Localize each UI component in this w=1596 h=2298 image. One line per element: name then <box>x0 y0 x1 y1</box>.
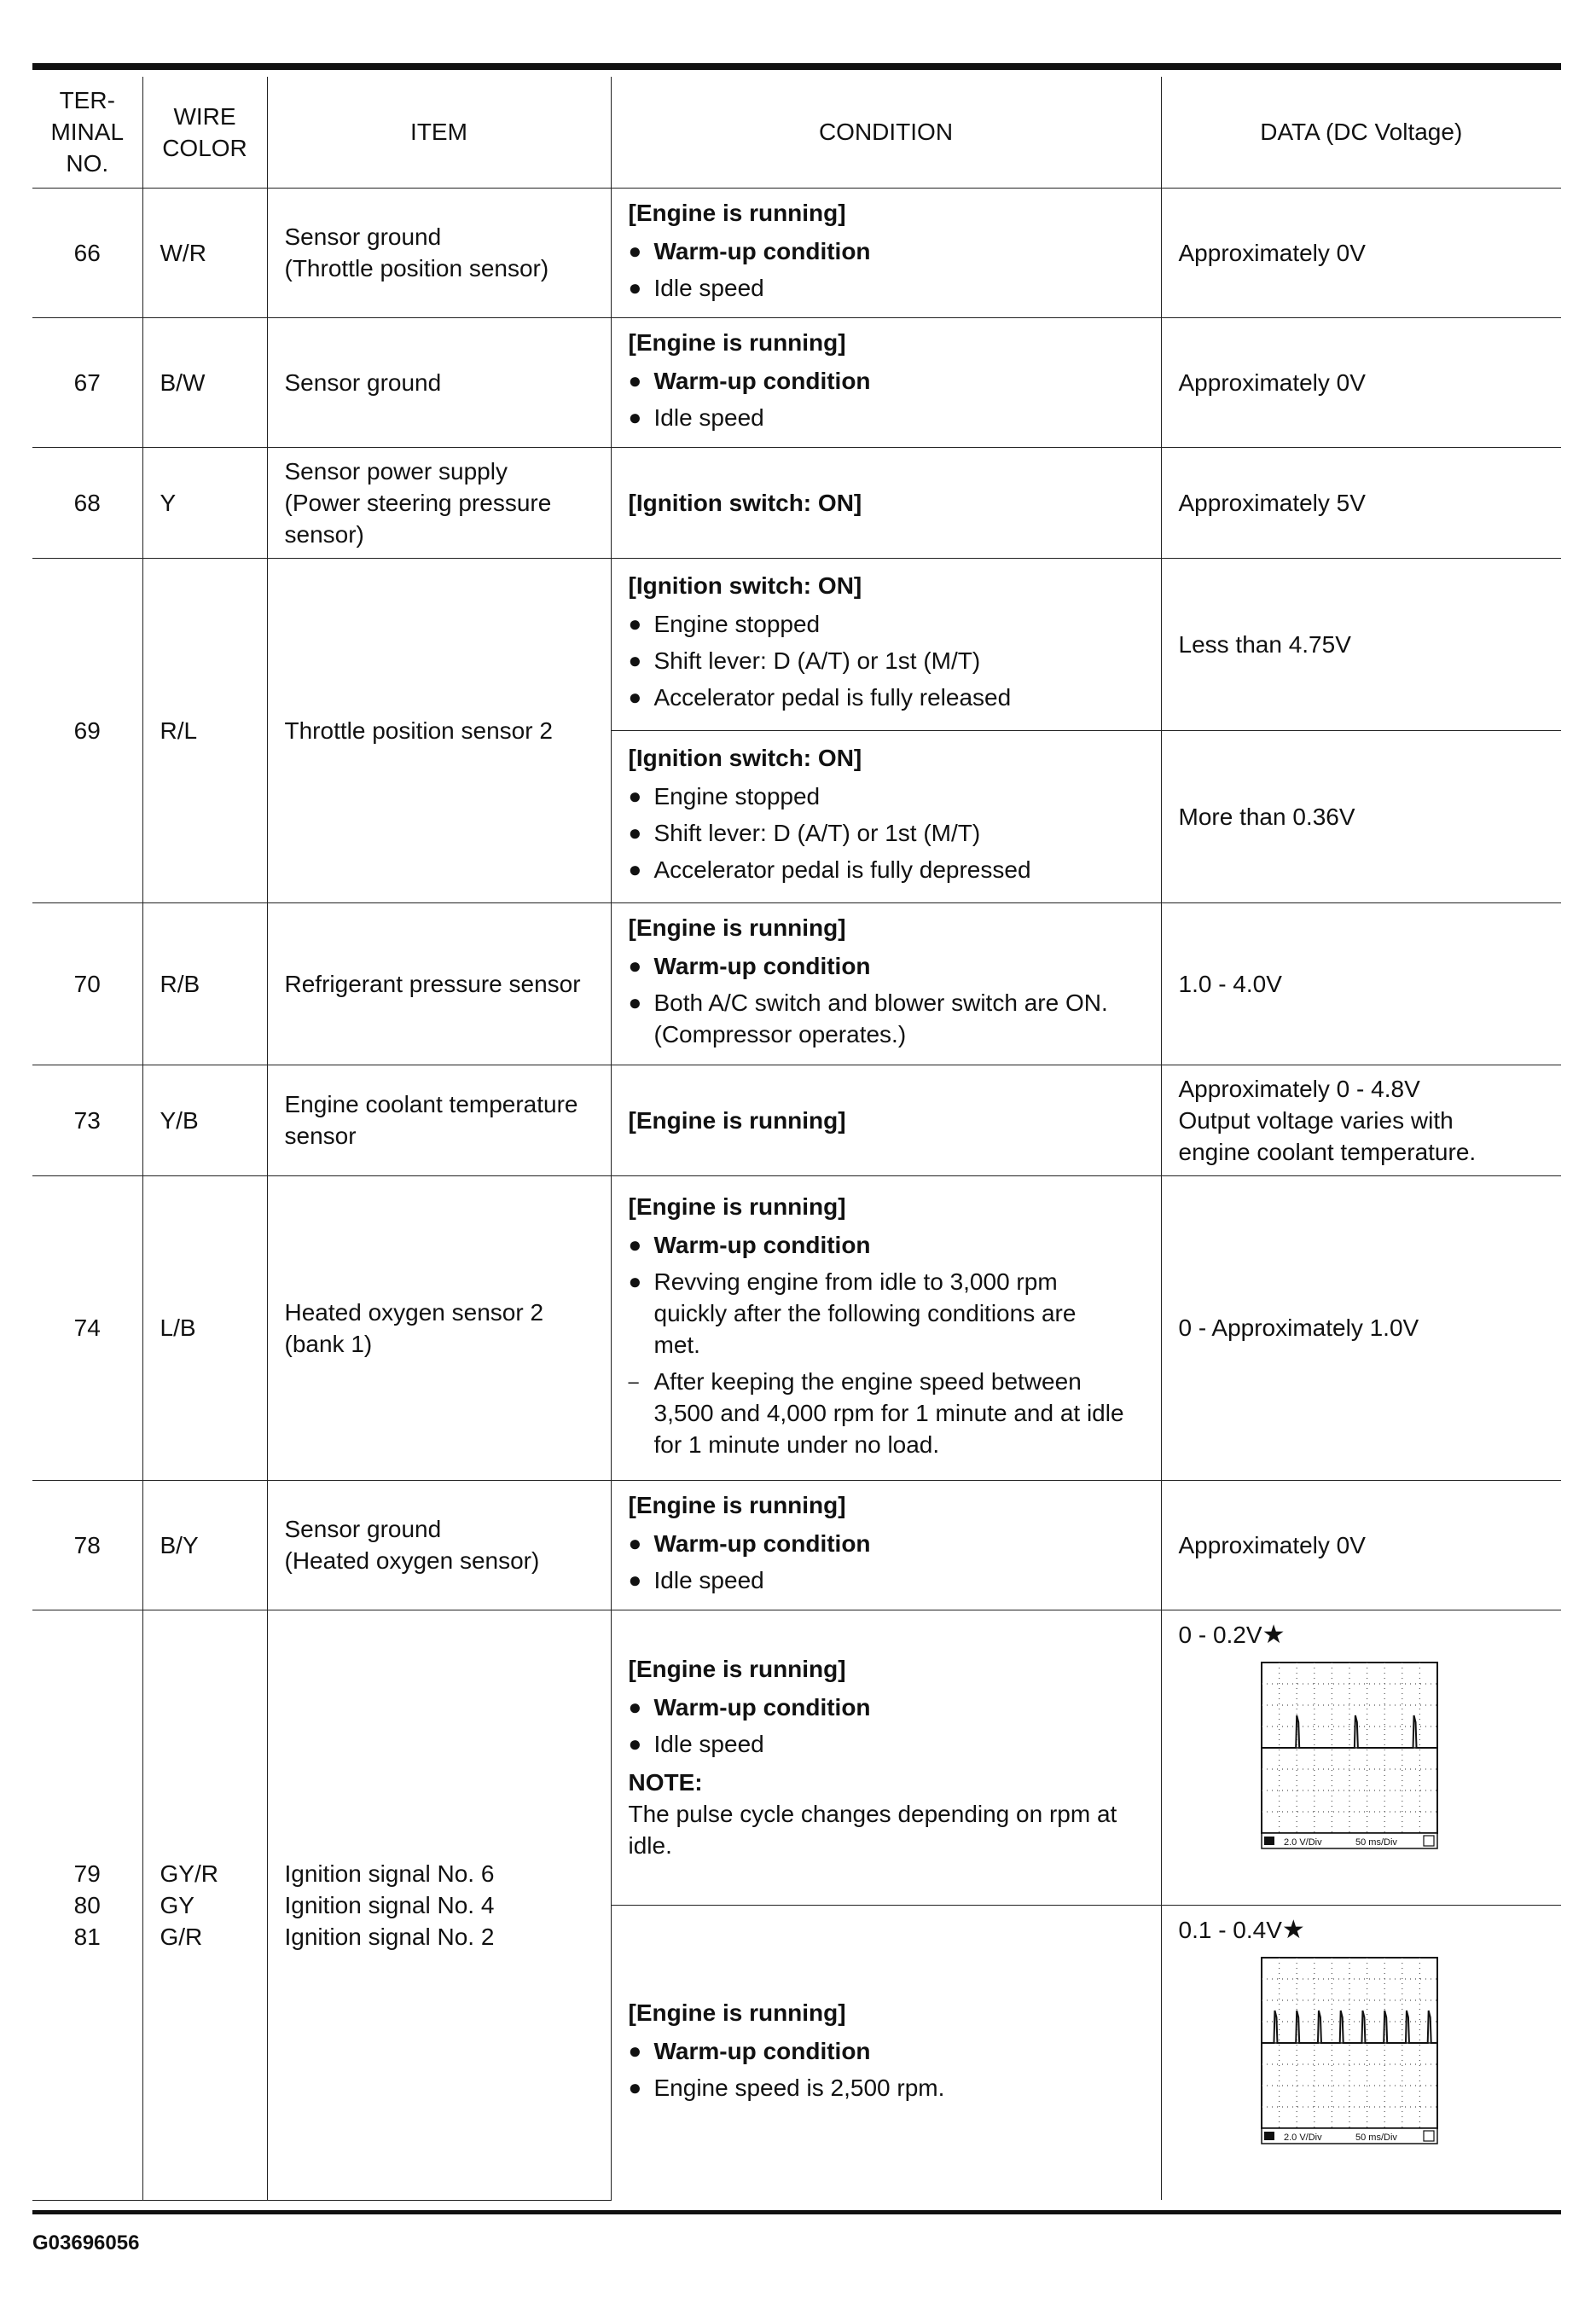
condition-item: Idle speed <box>653 1731 764 1757</box>
condition-heading: [Engine is running] <box>628 1656 846 1682</box>
figure-code: G03696056 <box>32 2231 140 2254</box>
bullet-icon: ● <box>628 1231 642 1257</box>
terminal-no: 67 <box>32 317 142 447</box>
condition <box>611 902 1161 1065</box>
table-row <box>32 1175 1561 1480</box>
condition <box>611 1175 1161 1480</box>
bullet-icon: ● <box>628 611 642 636</box>
oscilloscope-waveform-2500rpm <box>1260 1956 1439 2152</box>
condition-item: Warm-up condition <box>653 2037 871 2064</box>
data-value: 0.1 - 0.4V <box>1178 1916 1282 1943</box>
condition-item: Shift lever: D (A/T) or 1st (M/T) <box>653 820 981 846</box>
item: Throttle position sensor 2 <box>267 558 611 902</box>
condition-item: Warm-up condition <box>653 237 871 264</box>
condition <box>611 730 1161 902</box>
wire-color: L/B <box>142 1175 267 1480</box>
condition-item: Shift lever: D (A/T) or 1st (M/T) <box>653 647 981 674</box>
data-value: Approximately 0 - 4.8V Output voltage varies with engine coolant temperature. <box>1161 1065 1561 1175</box>
item: Refrigerant pressure sensor <box>267 902 611 1065</box>
bullet-icon: ● <box>628 684 642 710</box>
header-wire-color: WIRE COLOR <box>142 77 267 188</box>
terminal-no: 74 <box>32 1175 142 1480</box>
condition-heading: [Ignition switch: ON] <box>628 489 862 516</box>
bullet-icon: ● <box>628 1694 642 1720</box>
oscilloscope-waveform-idle <box>1260 1661 1439 1857</box>
table-row <box>32 902 1561 1065</box>
dash-icon: – <box>628 1370 639 1392</box>
wire-color: W/R <box>142 188 267 317</box>
data-value: Less than 4.75V <box>1161 558 1561 730</box>
table-row <box>32 558 1561 730</box>
item: Sensor ground (Throttle position sensor) <box>267 188 611 317</box>
condition-heading: [Engine is running] <box>628 1999 846 2026</box>
star-icon: ★ <box>1281 1915 1305 1944</box>
wire-color: Y/B <box>142 1065 267 1175</box>
bullet-icon: ● <box>628 1268 642 1294</box>
scope-volts-label: 2.0 V/Div <box>1283 2132 1322 2143</box>
item: Engine coolant temperature sensor <box>267 1065 611 1175</box>
condition-item: After keeping the engine speed between 3,500 and 4,000 rpm for 1 minute and at idle for 1 minute under no load. <box>653 1367 1124 1458</box>
header-terminal-no: TER- MINAL NO. <box>32 77 142 188</box>
wire-color: GY/R GY G/R <box>142 1610 267 2200</box>
bullet-icon: ● <box>628 647 642 673</box>
data-value-cell <box>1161 1610 1561 1905</box>
data-value: Approximately 0V <box>1161 188 1561 317</box>
condition-heading: [Engine is running] <box>628 914 846 941</box>
bullet-icon: ● <box>628 820 642 845</box>
condition-item: Warm-up condition <box>653 1529 871 1557</box>
condition <box>611 188 1161 317</box>
data-value: 0 - 0.2V <box>1178 1621 1262 1648</box>
condition <box>611 1480 1161 1610</box>
data-value: Approximately 5V <box>1161 447 1561 558</box>
terminal-no: 69 <box>32 558 142 902</box>
header-item: ITEM <box>267 77 611 188</box>
bullet-icon: ● <box>628 1731 642 1756</box>
star-icon: ★ <box>1262 1620 1286 1649</box>
bottom-rule <box>32 2210 1561 2214</box>
wire-color: B/W <box>142 317 267 447</box>
item: Sensor ground (Heated oxygen sensor) <box>267 1480 611 1610</box>
terminal-data-table <box>32 77 1561 2201</box>
scope-time-label: 50 ms/Div <box>1355 1837 1397 1848</box>
condition <box>611 447 1161 558</box>
header-data: DATA (DC Voltage) <box>1161 77 1561 188</box>
item: Ignition signal No. 6 Ignition signal No. 4 Ignition signal No. 2 <box>267 1610 611 2200</box>
condition-item: Idle speed <box>653 274 764 301</box>
terminal-no: 68 <box>32 447 142 558</box>
bullet-icon: ● <box>628 367 642 393</box>
bullet-icon: ● <box>628 2074 642 2100</box>
condition-heading: [Engine is running] <box>628 1106 846 1134</box>
condition-item: Accelerator pedal is fully depressed <box>653 856 1031 883</box>
header-condition: CONDITION <box>611 77 1161 188</box>
condition <box>611 1065 1161 1175</box>
top-rule <box>32 63 1561 70</box>
terminal-no: 73 <box>32 1065 142 1175</box>
terminal-no: 66 <box>32 188 142 317</box>
condition-heading: [Engine is running] <box>628 328 846 356</box>
data-value: More than 0.36V <box>1161 730 1561 902</box>
condition-item: Warm-up condition <box>653 1231 871 1258</box>
bullet-icon: ● <box>628 1566 642 1593</box>
condition-heading: [Engine is running] <box>628 1491 846 1518</box>
table-row <box>32 1480 1561 1610</box>
scope-time-label: 50 ms/Div <box>1355 2132 1397 2143</box>
condition-heading: [Engine is running] <box>628 1193 846 1220</box>
bullet-icon: ● <box>628 856 642 882</box>
condition-item: Accelerator pedal is fully released <box>653 684 1012 711</box>
bullet-icon: ● <box>628 403 642 430</box>
note-heading: NOTE: <box>628 1769 703 1796</box>
table-row <box>32 1065 1561 1175</box>
condition <box>611 558 1161 730</box>
bullet-icon: ● <box>628 237 642 264</box>
bullet-icon: ● <box>628 274 642 300</box>
condition-item: Warm-up condition <box>653 367 871 394</box>
item: Sensor ground <box>267 317 611 447</box>
condition-item: Both A/C switch and blower switch are ON. (Compressor operates.) <box>653 989 1108 1047</box>
data-value: 1.0 - 4.0V <box>1161 902 1561 1065</box>
item: Heated oxygen sensor 2 (bank 1) <box>267 1175 611 1480</box>
table-row <box>32 1610 1561 1905</box>
wire-color: B/Y <box>142 1480 267 1610</box>
wire-color: R/B <box>142 902 267 1065</box>
condition-item: Warm-up condition <box>653 953 871 979</box>
bullet-icon: ● <box>628 989 642 1015</box>
condition-item: Warm-up condition <box>653 1694 871 1721</box>
scope-volts-label: 2.0 V/Div <box>1283 1837 1322 1848</box>
wire-color: R/L <box>142 558 267 902</box>
table-row <box>32 447 1561 558</box>
item: Sensor power supply (Power steering pressure sensor) <box>267 447 611 558</box>
condition-item: Engine speed is 2,500 rpm. <box>653 2074 945 2101</box>
condition-heading: [Ignition switch: ON] <box>628 745 862 771</box>
condition-heading: [Ignition switch: ON] <box>628 572 862 599</box>
condition-item: Revving engine from idle to 3,000 rpm quickly after the following conditions are met. <box>653 1268 1077 1358</box>
terminal-no: 70 <box>32 902 142 1065</box>
data-value: Approximately 0V <box>1161 1480 1561 1610</box>
bullet-icon: ● <box>628 783 642 809</box>
condition-item: Idle speed <box>653 1566 764 1593</box>
table-row <box>32 317 1561 447</box>
condition <box>611 317 1161 447</box>
wire-color: Y <box>142 447 267 558</box>
bullet-icon: ● <box>628 953 642 978</box>
terminal-no: 78 <box>32 1480 142 1610</box>
condition <box>611 1610 1161 1905</box>
data-value-cell <box>1161 1905 1561 2200</box>
terminal-no: 79 80 81 <box>32 1610 142 2200</box>
condition <box>611 1905 1161 2200</box>
condition-item: Engine stopped <box>653 611 821 637</box>
bullet-icon: ● <box>628 1529 642 1556</box>
table-header-row <box>32 77 1561 188</box>
bullet-icon: ● <box>628 2037 642 2063</box>
condition-item: Idle speed <box>653 403 764 431</box>
note-text: The pulse cycle changes depending on rpm at idle. <box>628 1801 1117 1859</box>
condition-heading: [Engine is running] <box>628 199 846 226</box>
data-value: Approximately 0V <box>1161 317 1561 447</box>
condition-item: Engine stopped <box>653 783 821 810</box>
data-value: 0 - Approximately 1.0V <box>1161 1175 1561 1480</box>
table-row <box>32 188 1561 317</box>
